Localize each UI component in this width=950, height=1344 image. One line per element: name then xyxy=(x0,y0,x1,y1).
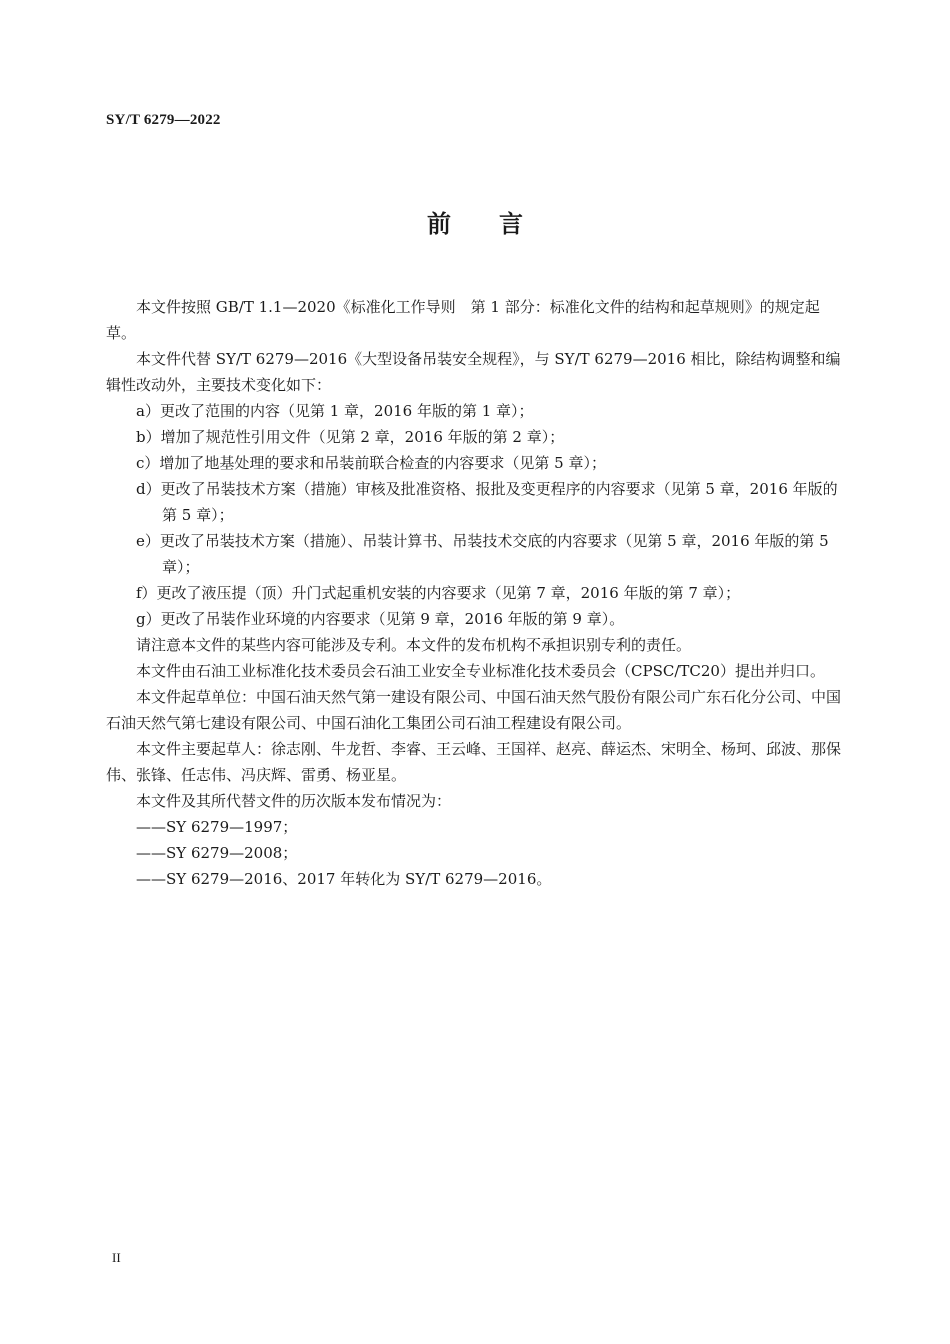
change-item-b: b）增加了规范性引用文件（见第 2 章，2016 年版的第 2 章）； xyxy=(136,428,565,446)
history-item-2016: ——SY 6279—2016、2017 年转化为 SY/T 6279—2016。 xyxy=(136,870,552,888)
paragraph-proposer: 本文件由石油工业标准化技术委员会石油工业安全专业标准化技术委员会（CPSC/TC20）提出并归口。 xyxy=(136,662,825,680)
paragraph-drafting-rules: 本文件按照 GB/T 1.1—2020《标准化工作导则 第 1 部分：标准化文件的结构和起草规则》的规定起草。 xyxy=(106,298,820,342)
paragraph-replacement: 本文件代替 SY/T 6279—2016《大型设备吊装安全规程》，与 SY/T 6279—2016 相比，除结构调整和编辑性改动外，主要技术变化如下： xyxy=(106,350,841,394)
paragraph-drafting-units: 本文件起草单位：中国石油天然气第一建设有限公司、中国石油天然气股份有限公司广东石化分公司、中国石油天然气第七建设有限公司、中国石油化工集团公司石油工程建设有限公司。 xyxy=(106,688,842,732)
change-item-e: e）更改了吊装技术方案（措施）、吊装计算书、吊装技术交底的内容要求（见第 5 章，2016 年版的第 5 章）； xyxy=(136,532,829,576)
change-item-c: c）增加了地基处理的要求和吊装前联合检查的内容要求（见第 5 章）； xyxy=(136,454,606,472)
change-item-d: d）更改了吊装技术方案（措施）审核及批准资格、报批及变更程序的内容要求（见第 5 章，2016 年版的第 5 章）； xyxy=(136,480,838,524)
change-item-a: a）更改了范围的内容（见第 1 章，2016 年版的第 1 章）； xyxy=(136,402,534,420)
standard-code: SY/T 6279—2022 xyxy=(106,112,221,128)
paragraph-drafters: 本文件主要起草人：徐志刚、牛龙哲、李睿、王云峰、王国祥、赵亮、薛运杰、宋明全、杨珂、邱波、那保伟、张锋、任志伟、冯庆辉、雷勇、杨亚星。 xyxy=(106,740,842,784)
history-item-1997: ——SY 6279—1997； xyxy=(136,818,298,836)
change-item-g: g）更改了吊装作业环境的内容要求（见第 9 章，2016 年版的第 9 章）。 xyxy=(136,610,625,628)
paragraph-history-intro: 本文件及其所代替文件的历次版本发布情况为： xyxy=(136,792,452,810)
page-number: II xyxy=(112,1250,121,1265)
page-title: 前言 xyxy=(427,210,571,238)
foreword-body xyxy=(106,294,842,892)
paragraph-patent-notice: 请注意本文件的某些内容可能涉及专利。本文件的发布机构不承担识别专利的责任。 xyxy=(136,636,692,654)
history-item-2008: ——SY 6279—2008； xyxy=(136,844,298,862)
change-item-f: f）更改了液压提（顶）升门式起重机安装的内容要求（见第 7 章，2016 年版的第 7 章）； xyxy=(136,584,741,602)
